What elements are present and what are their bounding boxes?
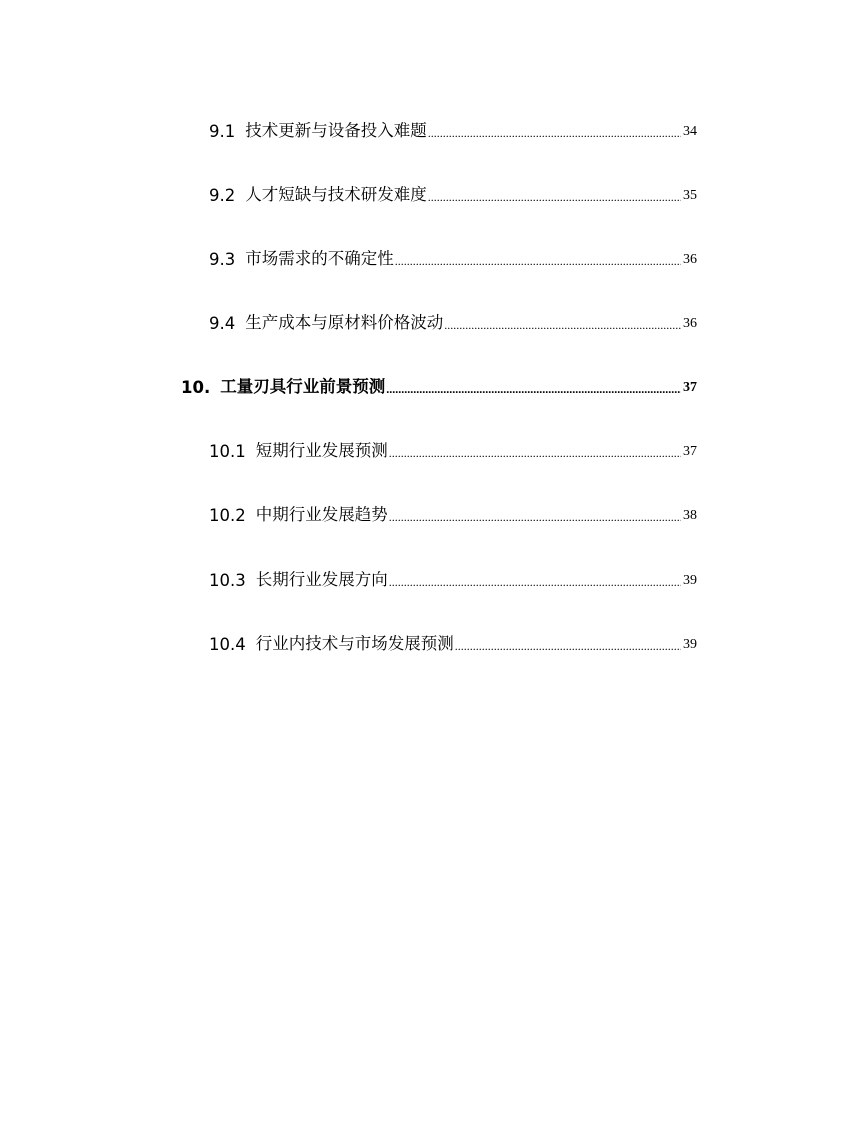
toc-entry-number: 9.3 [209,250,236,269]
toc-entry-10-3[interactable] [209,566,697,590]
toc-dot-leader [428,127,681,139]
toc-dot-leader [455,640,681,652]
toc-dot-leader [389,447,681,459]
toc-page-number: 39 [683,637,697,652]
toc-entry-title: 技术更新与设备投入难题 [245,121,427,140]
toc-dot-leader [395,255,681,267]
toc-entry-10-1[interactable] [209,437,697,461]
toc-entry-title: 长期行业发展方向 [255,570,388,589]
toc-page-number: 34 [683,124,697,139]
toc-entry-10-2[interactable] [209,501,697,525]
toc-dot-leader [389,576,681,588]
toc-dot-leader [444,319,681,331]
toc-dot-leader [389,511,681,523]
toc-entry-title: 人才短缺与技术研发难度 [245,185,427,204]
toc-entry-9-2[interactable] [209,181,697,205]
toc-entry-title: 工量刃具行业前景预测 [220,377,386,396]
toc-page-number: 37 [683,444,697,459]
toc-entry-10[interactable] [181,373,697,397]
toc-entry-title: 中期行业发展趋势 [255,505,388,524]
toc-entry-title: 短期行业发展预测 [255,441,388,460]
toc-entry-number: 10.2 [209,506,246,525]
toc-entry-10-4[interactable] [209,630,697,654]
toc-entry-number: 9.4 [209,314,236,333]
toc-entry-number: 10. [181,378,211,397]
toc-entry-number: 10.1 [209,442,246,461]
toc-entry-title: 生产成本与原材料价格波动 [245,313,444,332]
toc-entry-title: 行业内技术与市场发展预测 [255,634,454,653]
toc-dot-leader [428,191,681,203]
toc-page-number: 37 [683,380,697,395]
toc-page-number: 39 [683,573,697,588]
toc-entry-title: 市场需求的不确定性 [245,249,394,268]
toc-entry-number: 9.1 [209,122,236,141]
toc-entry-9-4[interactable] [209,309,697,333]
toc-page-number: 36 [683,316,697,331]
toc-entry-number: 9.2 [209,186,236,205]
toc-page-number: 35 [683,188,697,203]
toc-entry-9-1[interactable] [209,117,697,141]
toc-page-number: 38 [683,508,697,523]
toc-entry-number: 10.4 [209,635,246,654]
toc-entry-9-3[interactable] [209,245,697,269]
toc-entry-number: 10.3 [209,571,246,590]
toc-dot-leader [386,383,681,395]
toc-page-number: 36 [683,252,697,267]
